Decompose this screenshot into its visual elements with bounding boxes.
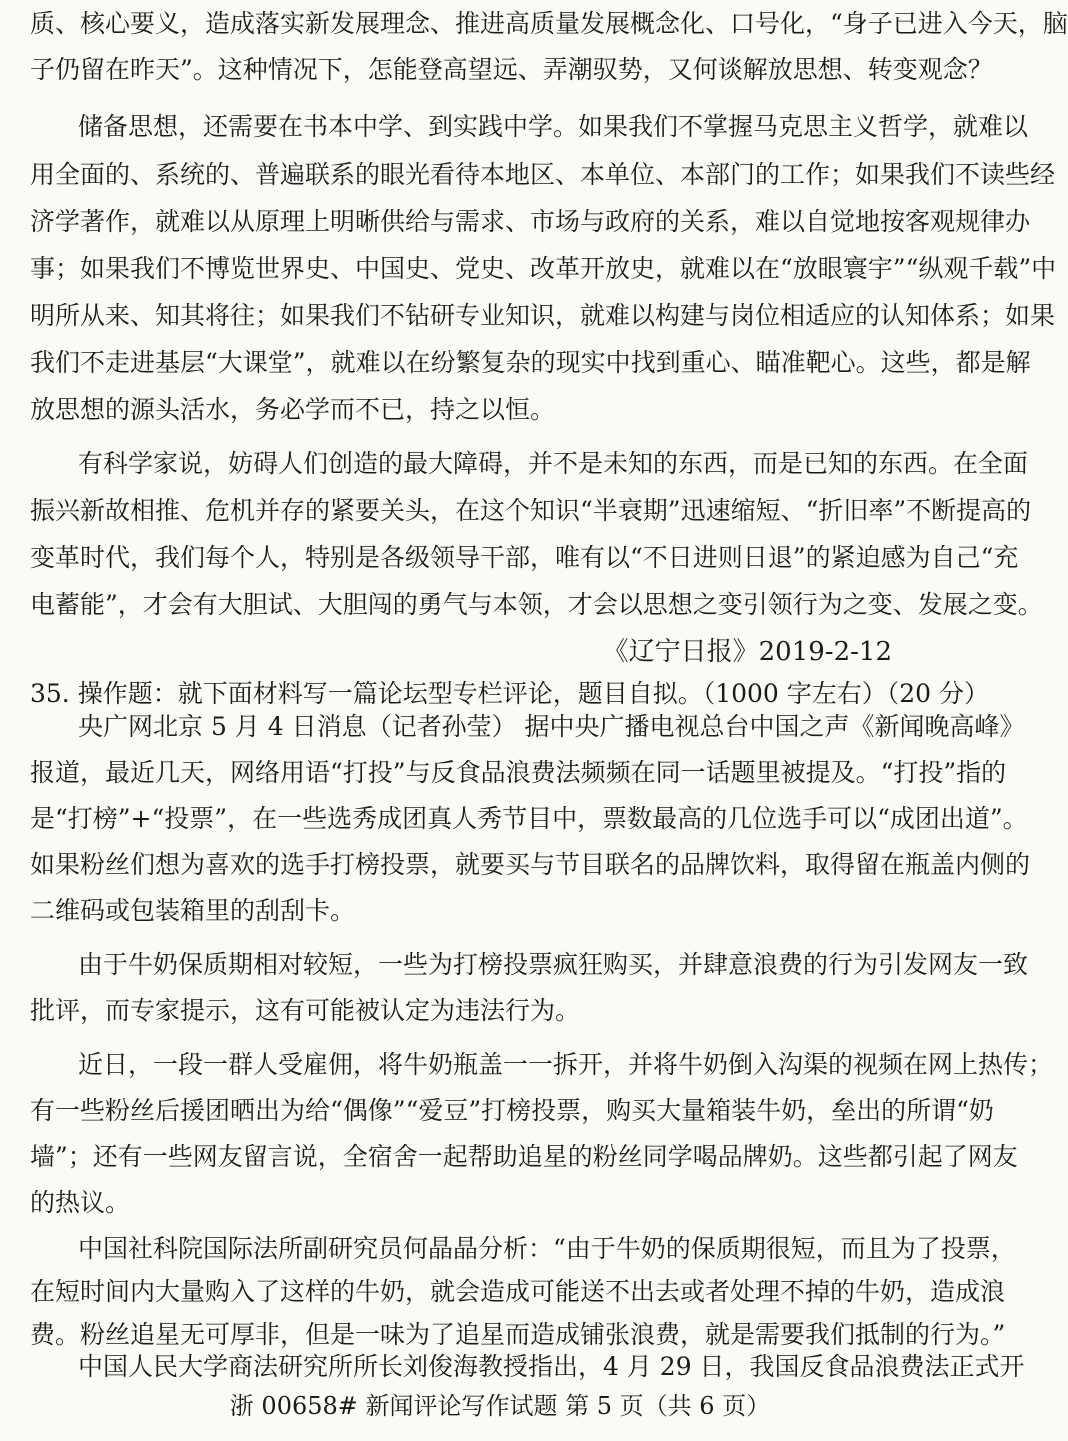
text-line: 振兴新故相推、危机并存的紧要关头，在这个知识“半衰期”迅速缩短、“折旧率”不断提高的 [30,496,1032,525]
text-line: 电蓄能”，才会有大胆试、大胆闯的勇气与本领，才会以思想之变引领行为之变、发展之变。 [30,590,1043,619]
text-line: 事；如果我们不博览世界史、中国史、党史、改革开放史，就难以在“放眼寰宇”“纵观千载”中 [30,254,1057,283]
paragraph-first-line: 中国社科院国际法所副研究员何晶晶分析：“由于牛奶的保质期很短，而且为了投票， [78,1234,1016,1263]
text-line: 济学著作，就难以从原理上明晰供给与需求、市场与政府的关系，难以自觉地按客观规律办 [30,207,1031,236]
text-line: 我们不走进基层“大课堂”，就难以在纷繁复杂的现实中找到重心、瞄准靶心。这些，都是解 [30,348,1031,377]
text-line: 明所从来、知其将往；如果我们不钻研专业知识，就难以构建与岗位相适应的认知体系；如果 [30,301,1056,330]
source-citation: 《辽宁日报》2019-2-12 [602,637,892,667]
question-35: 35. 操作题：就下面材料写一篇论坛型专栏评论，题目自拟。（1000 字左右）（20 分） [30,679,990,708]
text-line: 墙”；还有一些网友留言说，全宿舍一起帮助追星的粉丝同学喝品牌奶。这些都引起了网友 [30,1142,1018,1171]
text-line: 子仍留在昨天”。这种情况下，怎能登高望远、弄潮驭势，又何谈解放思想、转变观念？ [30,55,993,84]
text-line: 如果粉丝们想为喜欢的选手打榜投票，就要买与节目联名的品牌饮料，取得留在瓶盖内侧的 [30,850,1031,879]
page-footer: 浙 00658# 新闻评论写作试题 第 5 页（共 6 页） [229,1392,771,1420]
text-line: 在短时间内大量购入了这样的牛奶，就会造成可能送不出去或者处理不掉的牛奶，造成浪 [30,1277,1006,1306]
text-line: 二维码或包装箱里的刮刮卡。 [30,896,356,925]
text-line: 变革时代，我们每个人，特别是各级领导干部，唯有以“不日进则日退”的紧迫感为自己“充 [30,543,1019,572]
text-line: 批评，而专家提示，这有可能被认定为违法行为。 [30,996,581,1025]
paragraph-first-line: 近日，一段一群人受雇佣，将牛奶瓶盖一一拆开，并将牛奶倒入沟渠的视频在网上热传； [78,1050,1054,1079]
paragraph-first-line: 央广网北京 5 月 4 日消息（记者孙莹） 据中央广播电视总台中国之声《新闻晚高峰》 [78,712,1025,741]
text-line: 费。粉丝追星无可厚非，但是一味为了追星而造成铺张浪费，就是需要我们抵制的行为。” [30,1320,1006,1349]
paragraph-first-line: 有科学家说，妨碍人们创造的最大障碍，并不是未知的东西，而是已知的东西。在全面 [78,449,1029,478]
paragraph-first-line: 储备思想，还需要在书本中学、到实践中学。如果我们不掌握马克思主义哲学，就难以 [78,112,1029,141]
text-line: 报道，最近几天，网络用语“打投”与反食品浪费法频频在同一话题里被提及。“打投”指的 [30,758,1007,787]
text-line: 质、核心要义，造成落实新发展理念、推进高质量发展概念化、口号化，“身子已进入今天，脑 [30,9,1068,38]
paragraph-first-line: 中国人民大学商法研究所所长刘俊海教授指出，4 月 29 日，我国反食品浪费法正式开 [78,1352,1025,1381]
text-line: 是“打榜”+“投票”，在一些选秀成团真人秀节目中，票数最高的几位选手可以“成团出道”。 [30,804,1028,833]
text-line: 放思想的源头活水，务必学而不已，持之以恒。 [30,395,556,424]
text-line: 的热议。 [30,1188,131,1217]
text-line: 有一些粉丝后援团晒出为给“偶像”“爱豆”打榜投票，购买大量箱装牛奶，垒出的所谓“奶 [30,1096,994,1125]
paragraph-first-line: 由于牛奶保质期相对较短，一些为打榜投票疯狂购买，并肆意浪费的行为引发网友一致 [78,950,1029,979]
text-line: 用全面的、系统的、普遍联系的眼光看待本地区、本单位、本部门的工作；如果我们不读些经 [30,160,1056,189]
